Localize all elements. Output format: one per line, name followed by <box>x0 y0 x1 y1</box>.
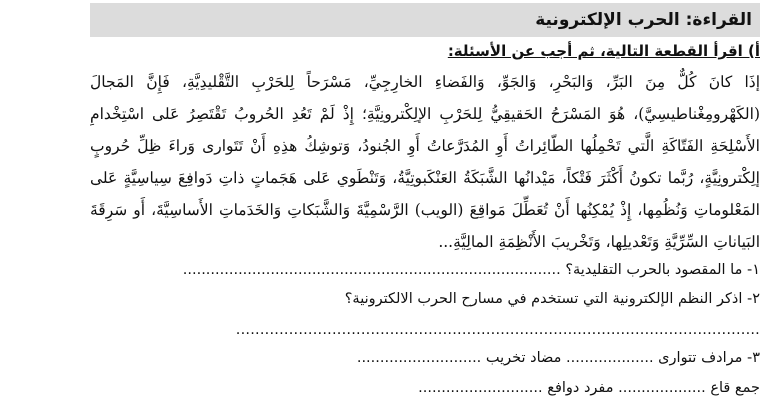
answer-line-2: ............................................................................................................. <box>235 322 760 338</box>
instruction-text: أ) اقرأ القطعة التالية، ثم أجب عن الأسئلة: <box>447 42 760 60</box>
passage-line: الأَسْلِحَةِ الفَتّاكَةِ الَّتي تَحْمِلُها الطّائِراتُ أَوِ المُدَرَّعاتُ أَوِ الجُنودُ، وَتوشِكُ هذِهِ أَنْ تَتَوارى وَراءَ ظِلِّ حُروبٍ <box>90 137 760 155</box>
passage-line: (الكَهْرومِغْناطيسِيَّ)، هُوَ المَسْرَحُ الحَقيقِيُّ لِلحَرْبِ الإلِكْترونِيَّةِ؛ إِذْ لَمْ تَعُدِ الحُروبُ تَقْتَصِرُ عَلى اسْتِخْدامِ <box>90 105 760 123</box>
passage-line: البَياناتِ السِّرِّيَّةِ وَتَعْديلِها، وَتَخْريبَ الأَنْظِمَةِ المالِيَّةِ... <box>438 233 760 251</box>
passage-line: إذَا كانَ كُلٌّ مِنَ البَرِّ، وَالبَحْرِ، وَالجَوِّ، وَالفَضاءِ الخارِجِيِّ، مَسْرَحاً لِلحَرْبِ التَّقْليدِيَّةِ، فَإِنَّ المَجالَ <box>90 73 760 91</box>
question-1: ١- ما المقصود بالحرب التقليدية؟ .................................................................................. <box>182 262 760 278</box>
passage-line: إلِكْترونِيَّةٍ، رُبَّما تكونُ أَكْثَرَ فَتْكاً، مَيْدانُها الشَّبَكَةُ العَنْكَبوتِيَّةُ، وَتَنْطَوي عَلى هَجَماتٍ ذاتِ دَوافِعَ سِياسِيَّةٍ عَلى <box>90 169 760 187</box>
question-3: ٣- مرادف تتوارى ................... مضاد تخريب ........................... <box>356 350 760 366</box>
question-4: جمع قاع ................... مفرد دوافع ........................... <box>418 380 760 396</box>
section-title-bar <box>90 3 760 37</box>
question-2: ٢- اذكر النظم الإلكترونية التي تستخدم في مسارح الحرب الالكترونية؟ <box>344 291 760 307</box>
passage-line: المَعْلوماتِ وَنُظُمِها، إِذْ يُمْكِنُها أَنْ تُعَطِّلَ مَواقِعَ (الويب) الرَّسْمِيَّةَ وَالشَّبَكاتِ وَالخَدَماتِ الأَساسِيَّةَ، أَو سَرِقَةَ <box>90 201 760 219</box>
section-title: القراءة: الحرب الإلكترونية <box>535 10 752 30</box>
reading-passage <box>90 66 760 258</box>
